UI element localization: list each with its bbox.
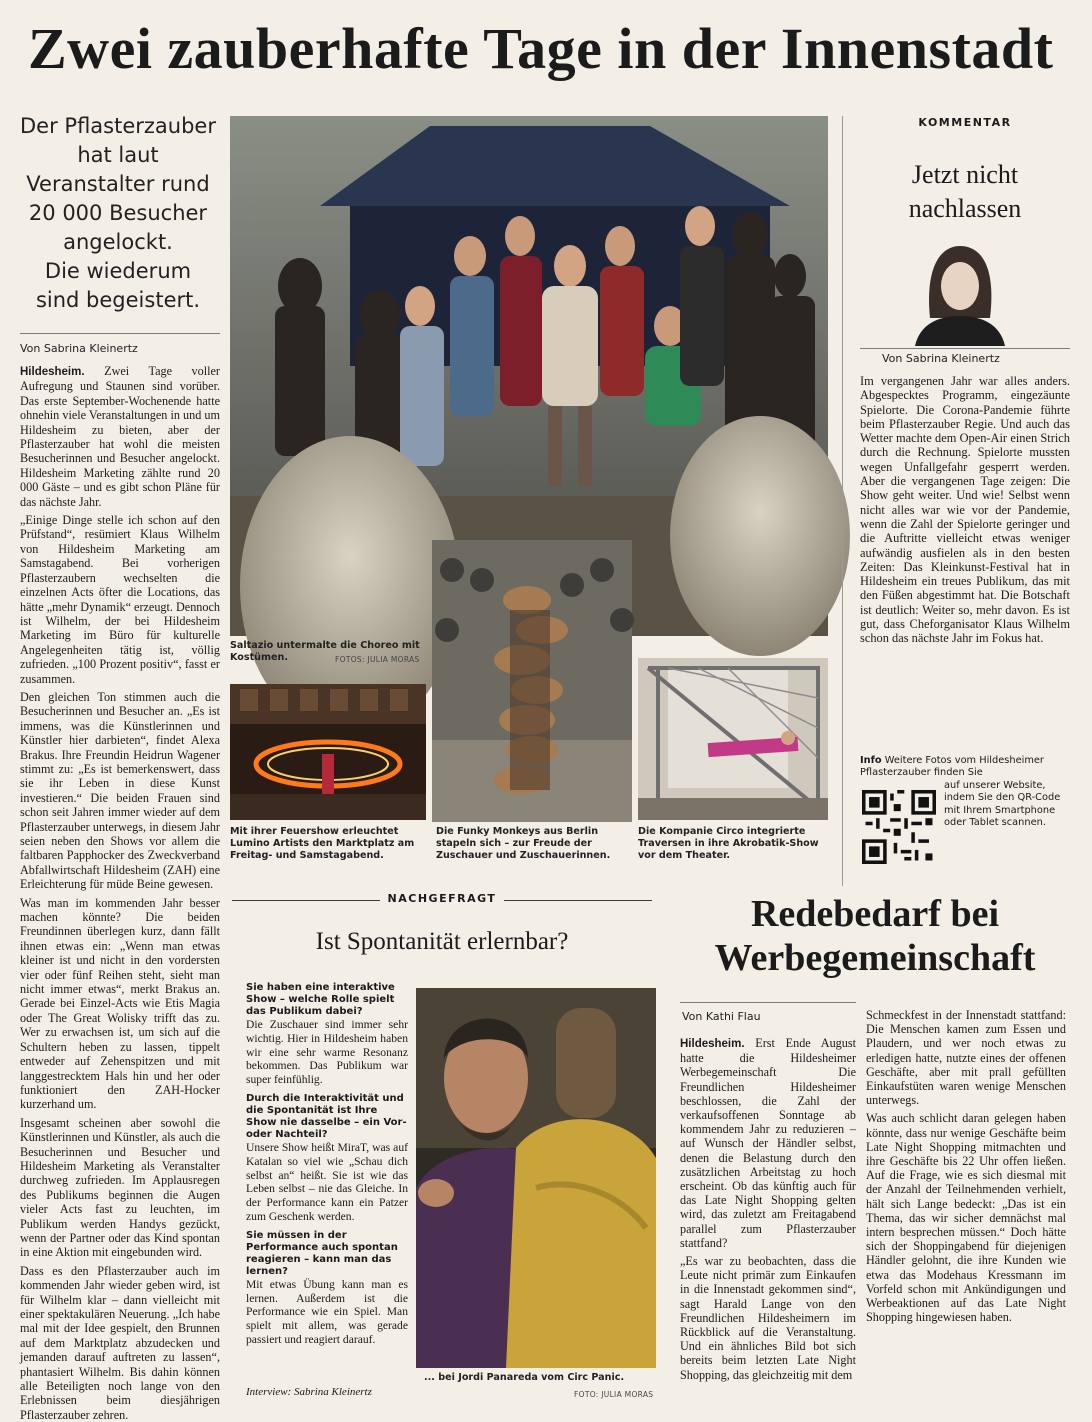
nachgefragt-tag-label: NACHGEFRAGT bbox=[380, 892, 505, 905]
paragraph: „Es war zu beobachten, dass die Leute nicht primär zum Einkaufen in die Innenstadt gekommen sind“, sagt Harald Lange von den Freundlichen Hildesheimern im Rückblick auf die Veranstaltung. Und ein ähnliches Bild bot sich bereits beim letzten Late Night Shopping, das gleichzeitig mit dem bbox=[680, 1254, 856, 1382]
paragraph: Was man im kommenden Jahr besser machen könnte? Die beiden Freundinnen überlegen kurz, dann fällt ihnen etwas ein: „Wenn man etwas kleiner ist und nicht in den vordersten vier oder fünf Reihen steht, sieht man nicht immer etwas“, merkt Brakus an. Gerade bei Einzel-Acts wie Etis Magia oder The Great Wolisky trifft das zu. Wer zu erwachsen ist, um sich auf die Schultern heben zu lassen, tippelt entweder auf Zehenspitzen und mit langgestrecktem Hals hin und her oder funktioniert den ZAH-Hocker kurzerhand um. bbox=[20, 895, 220, 1112]
deck-line: Der Pflasterzauber bbox=[20, 114, 216, 138]
headline-line: Werbegemeinschaft bbox=[714, 937, 1036, 979]
question: Sie haben eine interaktive Show – welche Rolle spielt das Publikum dabei? bbox=[246, 982, 395, 1017]
paragraph: „Einige Dinge stelle ich schon auf den Prüfstand“, resümiert Klaus Wilhelm von Hildesheim Marketing am Samstagabend. Bei vorherigen Pflasterzaubern wechselten die einzelnen Acts öfter die Locations, das hätte „mehr Dynamik“ erzeugt. Dennoch ist Wilhelm, der bei Hildesheim Marketing im Büro für kulturelle Angelegenheiten tätig ist, völlig zufrieden. „100 Prozent positiv“, fasst er zusammen. bbox=[20, 513, 220, 686]
deck-line: angelockt. bbox=[63, 230, 173, 254]
paragraph bbox=[20, 364, 220, 509]
paragraph-text: Erst Ende August hatte die Hildesheimer Werbegemeinschaft Die Freundlichen Hildesheimer beschlossen, die Zahl der verkaufsoffenen Sonntage ab kommendem Jahr zu reduzieren – auf Wunsch der Händler selbst, denen die Belastung durch den zusätzlichen Arbeitstag zu hoch erscheint. Ob das künftig auch für das Late Night Shopping gelten wird, das zuletzt am Freitagabend parallel zum Pflasterzauber stattfand? bbox=[680, 1036, 856, 1250]
photo-jordi-panareda bbox=[416, 988, 656, 1368]
info-box-qr-text: auf unserer Website, indem Sie den QR-Code mit Ihrem Smartphone oder Tablet scannen. bbox=[944, 780, 1061, 829]
photo-circo-acrobatics bbox=[638, 658, 828, 820]
rule bbox=[680, 1002, 856, 1003]
photo-fireshow bbox=[230, 684, 426, 820]
kommentar-byline: Von Sabrina Kleinertz bbox=[882, 352, 1000, 365]
question: Durch die Interaktivität und die Spontanität ist Ihre Show nie dasselbe – ein Vor- oder Nachteil? bbox=[246, 1092, 407, 1140]
paragraph: Den gleichen Ton stimmen auch die Besucherinnen und Besucher an. „Es ist immens, was die Künstlerinnen und Künstler hier darbieten“, findet Alexa Brakus. Ihre Freundin Heidrun Wagener stimmt zu: „Es ist bemerkenswert, dass sie ihr Leben in diese Kunst investieren.“ Die beiden Frauen sind schon seit Jahren immer wieder auf dem Pflasterzauber unterwegs, in diesem Jahr seien neben den Shows vor allem die faltbaren Papphocker des Zweckverband Abfallwirtschaft Hildesheim (ZAH) eine Erleichterung für müde Beine gewesen. bbox=[20, 689, 220, 892]
redebedarf-headline bbox=[680, 892, 1070, 980]
caption-fireshow: Mit ihrer Feuershow erleuchtet Lumino Artists den Marktplatz am Freitag- und Samstagabend. bbox=[230, 826, 415, 861]
info-text: Weitere Fotos vom Hildesheimer Pflasterzauber finden Sie bbox=[860, 755, 1044, 779]
rule bbox=[860, 348, 1070, 349]
photo-credit: FOTOS: JULIA MORAS bbox=[335, 655, 420, 664]
paragraph: Insgesamt scheinen aber sowohl die Künstlerinnen und Künstler, als auch die Besucherinnen und Besucher und Hildesheim Marketing als Veranstalter durchweg zufrieden. Im Applausregen des Publikums beginnen die Augen vieler Acts fast zu leuchten, im Publikum werden Handys gezückt, wenn der Partner oder das Kind spontan in eine Aktion mit eingebunden wird. bbox=[20, 1115, 220, 1260]
paragraph: Was auch schlicht daran gelegen haben könnte, dass nur wenige Geschäfte beim Late Night Shopping mitmachten und ihre Geschäfte bis 22 Uhr offen ließen. Auf die Frage, wie es sich diesmal mit der Anzahl der Teilnehmenden verhielt, hält sich Lange bedeckt: „Das ist ein Thema, das wir sicher demnächst mal intern besprechen müssen.“ Doch hätte sich der Shoppingabend für diejenigen Händler gelohnt, die ihre Kunden wie etwa das Modehaus Kressmann im Vorfeld schon mit Ankündigungen und Werbeaktionen auf das Late Night Shopping hingewiesen haben. bbox=[866, 1111, 1066, 1325]
answer: Die Zuschauer sind immer sehr wichtig. Hier in Hildesheim haben wir eine sehr warme Resonanz bekommen. Das Publikum war super feinfühlig. bbox=[246, 1018, 408, 1087]
nachgefragt-tag bbox=[232, 892, 652, 905]
caption-circo: Die Kompanie Circo integrierte Traversen in ihre Akrobatik-Show vor dem Theater. bbox=[638, 826, 819, 861]
main-article-body bbox=[20, 364, 220, 1422]
paragraph bbox=[680, 1036, 856, 1250]
paragraph: Schmeckfest in der Innenstadt stattfand: Die Menschen kamen zum Essen und Plaudern, und wer noch etwas zu erledigen hatte, nutzte eines der offenen Geschäfte, aber mit prall gefüllten Einkaufstüten waren wenige Menschen unterwegs. bbox=[866, 1008, 1066, 1108]
nachgefragt-title: Ist Spontanität erlernbar? bbox=[315, 928, 569, 955]
photo-credit: FOTO: JULIA MORAS bbox=[574, 1390, 654, 1399]
kommentar-tag bbox=[860, 116, 1070, 129]
main-byline: Von Sabrina Kleinertz bbox=[20, 342, 138, 355]
dateline: Hildesheim. bbox=[680, 1038, 745, 1050]
redebedarf-column-2 bbox=[866, 1008, 1066, 1404]
caption-main-photo: Saltazio untermalte die Choreo mit Kostümen. bbox=[230, 640, 420, 663]
redebedarf-column-1 bbox=[680, 1036, 856, 1406]
kommentar-title-line: Jetzt nicht bbox=[911, 160, 1019, 189]
deck-line: Die wiederum bbox=[44, 259, 192, 283]
paragraph: Dass es den Pflasterzauber auch im kommenden Jahr wieder geben wird, ist für Wilhelm klar – dann vielleicht mit einer spektakulären Neuerung. „Ich habe mal mit der Idee gespielt, den Brunnen auf dem Marktplatz abzudecken und jemanden darauf auftreten zu lassen“, phantasiert Wilhelm. Bis dahin können alle Beteiligten noch lange von den Erlebnissen beim diesjährigen Pflasterzauber zehren. bbox=[20, 1263, 220, 1422]
kommentar-body: Im vergangenen Jahr war alles anders. Abgespecktes Programm, eingezäunte Spielorte. Die Corona-Pandemie führte beim Pflasterzauber Regie. Und auch das Wetter machte dem Open-Air einen Strich durch die Rechnung. Spielorte mussten wegen Unfallgefahr gesperrt werden. Aber die vergangenen Tage zeigen: Die Show geht weiter. Und wie! Selbst wenn nicht alles war wie vor der Pandemie, wenn die Zahl der Spielorte geringer und die Auftritte vielleicht etwas weniger aufwändig ausfielen als in den besten Zeiten: Das Kleinkunst-Festival hat in Hildesheim ein treues Publikum, das mit den Füßen abgestimmt hat. Die Botschaft ist deutlich: Weiter so, mehr davon. Es ist gut, dass Cheforganisator Klaus Wilhelm schon das nächste Jahr im Fokus hat. bbox=[860, 374, 1070, 646]
caption-funky-monkeys: Die Funky Monkeys aus Berlin stapeln sich – zur Freude der Zuschauer und Zuschauerinnen. bbox=[436, 826, 611, 861]
question: Sie müssen in der Performance auch spontan reagieren – kann man das lernen? bbox=[246, 1229, 398, 1277]
rule bbox=[20, 333, 220, 334]
qr-code-icon[interactable] bbox=[862, 790, 936, 864]
photo-funky-monkeys bbox=[432, 540, 632, 822]
dateline: Hildesheim. bbox=[20, 366, 85, 378]
kommentar-title-line: nachlassen bbox=[908, 194, 1022, 223]
answer: Unsere Show heißt MiraT, was auf Katalan so viel wie „Schau dich selbst an“ heißt. Sie ist wie das Leben selbst – nie das Gleiche. In der Performance kann ein Patzer zum Geschenk werden. bbox=[246, 1140, 408, 1223]
deck-line: sind begeistert. bbox=[35, 288, 201, 312]
paragraph-text: Zwei Tage voller Aufregung und Staunen sind vorüber. Das erste September-Wochenende hatte ohnehin viele Veranstaltungen in und um Hildesheim zu bieten, aber der Pflasterzauber hat wohl die meisten Besucherinnen und Besucher angelockt. Hildesheim Marketing zählte rund 20 000 Gäste – und es gibt schon Pläne für das nächste Jahr. bbox=[20, 364, 220, 509]
interview-qa bbox=[246, 978, 408, 1353]
info-label: Info bbox=[860, 755, 882, 766]
caption-jordi: ... bei Jordi Panareda vom Circ Panic. bbox=[424, 1372, 625, 1383]
deck bbox=[18, 112, 218, 315]
kommentar-title bbox=[860, 158, 1070, 226]
deck-line: Veranstalter rund bbox=[26, 172, 210, 196]
redebedarf-byline: Von Kathi Flau bbox=[682, 1010, 761, 1023]
info-box bbox=[860, 755, 1070, 780]
answer: Mit etwas Übung kann man es lernen. Außerdem ist die Performance wie ein Spiel. Man spielt mit allem, was gerade passiert und reagiert darauf. bbox=[246, 1277, 408, 1346]
headline-line: Redebedarf bei bbox=[750, 893, 1000, 935]
column-divider bbox=[842, 116, 843, 886]
author-portrait bbox=[900, 238, 1020, 346]
deck-line: hat laut bbox=[77, 143, 159, 167]
interview-credit: Interview: Sabrina Kleinertz bbox=[246, 1386, 372, 1398]
deck-line: 20 000 Besucher bbox=[28, 201, 208, 225]
main-headline: Zwei zauberhafte Tage in der Innenstadt bbox=[28, 16, 1054, 81]
kommentar-tag-label: KOMMENTAR bbox=[910, 116, 1019, 129]
